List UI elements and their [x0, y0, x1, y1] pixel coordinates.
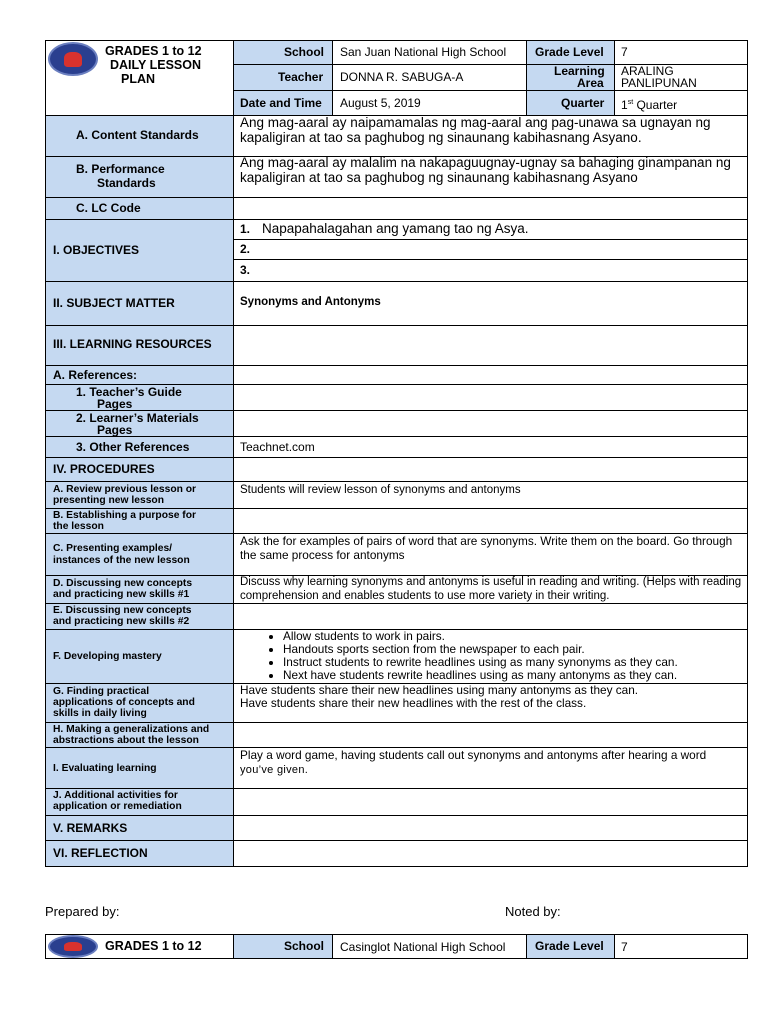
teachers-guide-label-2: Pages — [97, 397, 133, 411]
proc-g-value-1: Have students share their new headlines using many antonyms as they can. — [240, 683, 639, 697]
row-line — [45, 788, 748, 789]
proc-h-label-2: abstractions about the lesson — [53, 735, 199, 746]
proc-i-value-1: Play a word game, having students call out synonyms and antonyms after hearing a word — [240, 748, 707, 762]
subject-matter-label: II. SUBJECT MATTER — [53, 296, 175, 310]
proc-f-item: • Next have students rewrite headlines using as many antonyms as they can. — [283, 669, 745, 682]
objective-1-num: 1. — [240, 222, 251, 236]
reflection-label: VI. REFLECTION — [53, 846, 148, 860]
school-value: San Juan National High School — [340, 45, 507, 59]
quarter-value — [621, 96, 677, 112]
date-label: Date and Time — [240, 96, 322, 110]
proc-g-value-2: Have students share their new headlines with the rest of the class. — [240, 696, 587, 710]
proc-c-label-2: instances of the new lesson — [53, 555, 190, 566]
references-label: A. References: — [53, 368, 138, 382]
learning-area-label-2: Area — [577, 76, 604, 90]
deped-seal-icon — [48, 935, 98, 958]
proc-f-item: • Handouts sports section from the newspaper to each pair. — [283, 643, 745, 656]
proc-i-value-2: you’ve given. — [240, 764, 309, 776]
divider — [233, 90, 748, 91]
proc-d-label-1: D. Discussing new concepts — [53, 578, 193, 589]
objective-3-num: 3. — [240, 263, 251, 277]
deped-seal-icon — [48, 42, 98, 76]
proc-g-label-3: skills in daily living — [53, 708, 147, 719]
learners-materials-label-2: Pages — [97, 423, 133, 437]
proc-d-label-2: and practicing new skills #1 — [53, 589, 190, 600]
proc-b-label-2: the lesson — [53, 521, 104, 532]
quarter-label: Quarter — [561, 96, 605, 110]
row-line — [233, 239, 748, 240]
row-line — [45, 457, 748, 458]
row-line — [45, 815, 748, 816]
quarter-word: Quarter — [633, 98, 678, 112]
row-line — [45, 197, 748, 198]
proc-g-label-2: applications of concepts and — [53, 697, 195, 708]
content-standards-value: Ang mag-aaral ay naipamamalas ng mag-aaral ang pag-unawa sa ugnayan ng kapaligiran at tao sa paghubog ng sinaunang kabihasnang Asyano. — [240, 115, 711, 145]
learning-resources-label: III. LEARNING RESOURCES — [53, 337, 212, 351]
title-line-1: GRADES 1 to 12 — [105, 44, 202, 58]
procedures-label: IV. PROCEDURES — [53, 462, 155, 476]
proc-a-value: Students will review lesson of synonyms and antonyms — [240, 484, 521, 496]
noted-by: Noted by: — [505, 904, 561, 919]
row-line — [45, 365, 748, 366]
title-line-2: DAILY LESSON — [110, 58, 201, 72]
row-line — [45, 840, 748, 841]
learning-area-value-1: ARALING — [621, 64, 674, 78]
quarter-sup: st — [627, 99, 634, 106]
proc-f-item: • Instruct students to rewrite headlines using as many synonyms as they can. — [283, 656, 745, 669]
proc-g-label-1: G. Finding practical — [53, 686, 150, 697]
next-grade-level-label: Grade Level — [535, 939, 604, 953]
remarks-label: V. REMARKS — [53, 821, 128, 835]
quarter-num: 1 — [621, 98, 628, 112]
title-line-3: PLAN — [121, 72, 156, 86]
proc-d-value: Discuss why learning synonyms and antonyms is useful in reading and writing. (Helps with reading comprehension and enables students to use more variety in their writing. — [240, 576, 742, 602]
grade-level-label: Grade Level — [535, 45, 604, 59]
proc-c-value: Ask the for examples of pairs of word that are synonyms. Write them on the board. Go through the same process for antonyms — [240, 534, 733, 562]
proc-b-label-1: B. Establishing a purpose for — [53, 510, 197, 521]
proc-f-label: F. Developing mastery — [53, 651, 162, 662]
objectives-label: I. OBJECTIVES — [53, 243, 140, 257]
next-school-label: School — [284, 939, 325, 953]
proc-e-label-1: E. Discussing new concepts — [53, 605, 192, 616]
row-line — [45, 481, 748, 482]
content-standards-label: A. Content Standards — [76, 128, 199, 142]
learning-area-value-2: PANLIPUNAN — [621, 76, 697, 90]
proc-a-label-1: A. Review previous lesson or — [53, 484, 197, 495]
grade-level-value: 7 — [621, 45, 628, 59]
performance-value: Ang mag-aaral ay malalim na nakapaguugnay-ugnay sa bahaging ginampanan ng kapaligiran at tao sa paghubog ng sinaunang kabihasnang Asyano — [240, 155, 731, 185]
row-line — [45, 219, 748, 220]
learning-area-label-1: Learning — [554, 64, 605, 78]
subject-matter-value: Synonyms and Antonyms — [240, 296, 381, 308]
row-line — [45, 436, 748, 437]
row-line — [45, 325, 748, 326]
proc-a-label-2: presenting new lesson — [53, 495, 165, 506]
school-label: School — [284, 45, 325, 59]
proc-c-label-1: C. Presenting examples/ — [53, 543, 173, 554]
performance-label-2: Standards — [97, 176, 156, 190]
objective-2-num: 2. — [240, 242, 251, 256]
proc-j-label-1: J. Additional activities for — [53, 790, 178, 801]
teacher-value: DONNA R. SABUGA-A — [340, 70, 464, 84]
next-title: GRADES 1 to 12 — [105, 939, 202, 953]
lc-code-label: C. LC Code — [76, 201, 141, 215]
proc-j-label-2: application or remediation — [53, 801, 182, 812]
row-line — [45, 281, 748, 282]
learners-materials-label-1: 2. Learner’s Materials — [76, 411, 199, 425]
teacher-label: Teacher — [278, 70, 324, 84]
proc-h-label-1: H. Making a generalizations and — [53, 724, 210, 735]
row-line — [45, 603, 748, 604]
other-references-label: 3. Other References — [76, 440, 190, 454]
next-grade-level-value: 7 — [621, 940, 628, 954]
row-line — [45, 722, 748, 723]
teachers-guide-label-1: 1. Teacher’s Guide — [76, 385, 182, 399]
other-references-value: Teachnet.com — [240, 440, 315, 454]
performance-label-1: B. Performance — [76, 162, 165, 176]
proc-i-label: I. Evaluating learning — [53, 763, 157, 774]
proc-e-label-2: and practicing new skills #2 — [53, 616, 190, 627]
prepared-by: Prepared by: — [45, 904, 120, 919]
proc-f-item: • Allow students to work in pairs. — [283, 630, 745, 643]
row-line — [45, 508, 748, 509]
date-value: August 5, 2019 — [340, 96, 421, 110]
row-line — [233, 259, 748, 260]
column-divider — [233, 115, 234, 867]
proc-f-list — [233, 630, 745, 682]
next-school-value: Casinglot National High School — [340, 940, 506, 954]
objective-1: Napapahalagahan ang yamang tao ng Asya. — [262, 221, 529, 236]
